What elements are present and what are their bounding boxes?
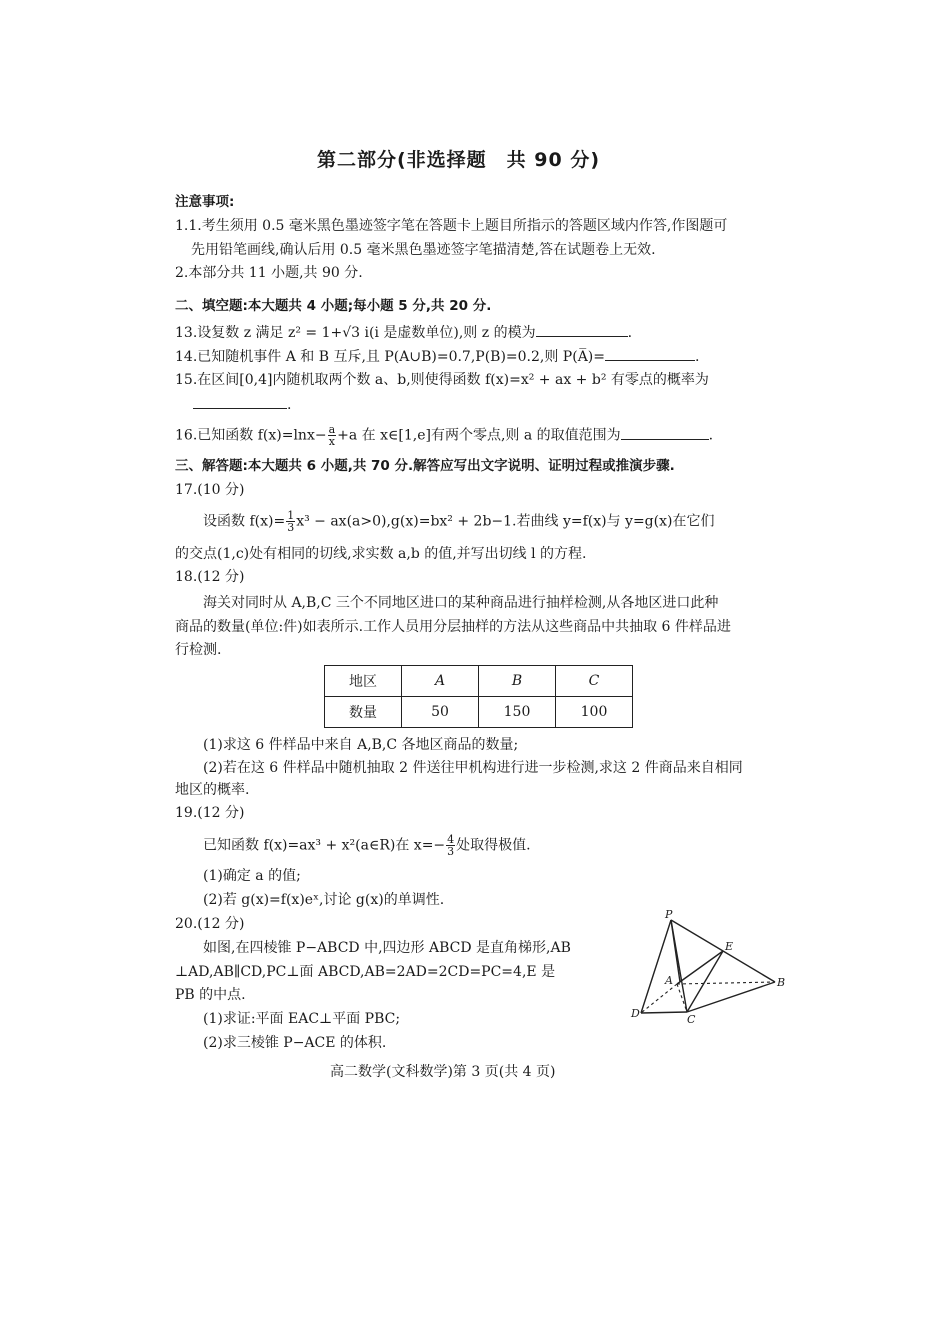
table-header-row — [325, 666, 633, 697]
hidden-edge-AB — [677, 982, 775, 984]
hidden-edge-AC — [677, 984, 687, 1012]
question-14 — [175, 346, 699, 367]
question-18-line-2: 商品的数量(单位:件)如表所示.工作人员用分层抽样的方法从这些商品中共抽取 6 件样品进 — [175, 619, 731, 635]
table-cell: 数量 — [325, 697, 402, 728]
question-19-part-1: (1)确定 a 的值; — [203, 868, 301, 884]
question-20-line-3: PB 的中点. — [175, 987, 246, 1003]
question-17-fraction-denominator: 3 — [287, 521, 295, 534]
question-19-part-2: (2)若 g(x)=f(x)eˣ,讨论 g(x)的单调性. — [203, 892, 445, 908]
question-17-line-1 — [203, 510, 714, 533]
table-cell: 50 — [402, 697, 479, 728]
question-19-text-a: 已知函数 f(x)=ax³ + x²(a∈R)在 x=− — [203, 837, 446, 854]
question-17-fraction — [286, 510, 295, 533]
question-18-line-1: 海关对同时从 A,B,C 三个不同地区进口的某种商品进行抽样检测,从各地区进口此种 — [203, 595, 719, 611]
section-fill-in-heading: 二、填空题:本大题共 4 小题;每小题 5 分,共 20 分. — [175, 298, 492, 314]
question-20-part-2: (2)求三棱锥 P−ACE 的体积. — [203, 1035, 387, 1051]
label-A: A — [665, 974, 673, 987]
edge-EA — [677, 951, 723, 984]
question-20-line-2: ⊥AD,AB∥CD,PC⊥面 ABCD,AB=2AD=2CD=PC=4,E 是 — [175, 964, 556, 980]
question-16-end: . — [708, 427, 714, 444]
edge-PA-near — [671, 920, 680, 982]
question-18-part-2-line-1: (2)若在这 6 件样品中随机抽取 2 件送往甲机构进行进一步检测,求这 2 件商品来自相同 — [203, 760, 743, 776]
question-19-line-1 — [203, 834, 531, 857]
edge-CB — [687, 982, 775, 1012]
question-16 — [175, 424, 713, 447]
label-P: P — [665, 910, 673, 921]
question-16-fraction-denominator: x — [328, 435, 335, 448]
question-18-part-1: (1)求这 6 件样品中来自 A,B,C 各地区商品的数量; — [203, 737, 519, 753]
question-15-line-1: 15.在区间[0,4]内随机取两个数 a、b,则使得函数 f(x)=x² + ax + b² 有零点的概率为 — [175, 372, 709, 388]
question-13 — [175, 322, 632, 343]
question-18-label: 18.(12 分) — [175, 569, 245, 585]
notes-item-1-line-1: 1.1.考生须用 0.5 毫米黑色墨迹签字笔在答题卡上题目所指示的答题区域内作答,作图题可 — [175, 218, 728, 234]
question-14-end: . — [695, 349, 700, 365]
edge-DC — [641, 1012, 687, 1013]
question-17-fraction-numerator: 1 — [287, 509, 295, 522]
edge-EC — [687, 951, 723, 1012]
question-16-text-a: 16.已知函数 f(x)=lnx− — [175, 427, 327, 444]
question-20-line-1: 如图,在四棱锥 P−ABCD 中,四边形 ABCD 是直角梯形,AB — [203, 940, 571, 956]
question-16-answer-blank[interactable] — [621, 425, 709, 440]
question-14-text: 14.已知随机事件 A 和 B 互斥,且 P(A∪B)=0.7,P(B)=0.2,则 P(A̅)= — [175, 349, 605, 365]
label-D: D — [631, 1007, 640, 1020]
question-16-text-b: +a 在 x∈[1,e]有两个零点,则 a 的取值范围为 — [337, 427, 621, 444]
question-17-line-2: 的交点(1,c)处有相同的切线,求实数 a,b 的值,并写出切线 l 的方程. — [175, 546, 587, 562]
table-header-cell: A — [402, 666, 479, 697]
label-C: C — [687, 1013, 696, 1025]
section-answer-heading: 三、解答题:本大题共 6 小题,共 70 分.解答应写出文字说明、证明过程或推演步骤. — [175, 458, 675, 474]
question-16-fraction — [328, 424, 337, 447]
notes-heading: 注意事项: — [175, 194, 235, 210]
question-15-line-2 — [193, 394, 291, 415]
question-18-line-3: 行检测. — [175, 642, 222, 658]
question-16-fraction-numerator: a — [328, 423, 336, 436]
question-13-text: 13.设复数 z 满足 z² = 1+√3 i(i 是虚数单位),则 z 的模为 — [175, 325, 536, 341]
question-20-part-1: (1)求证:平面 EAC⊥平面 PBC; — [203, 1011, 401, 1027]
edge-PD — [641, 920, 671, 1013]
question-19-fraction — [446, 834, 455, 857]
region-quantity-table — [324, 665, 633, 728]
question-19-text-b: 处取得极值. — [456, 837, 531, 854]
question-17-label: 17.(10 分) — [175, 482, 245, 498]
question-17-text-a: 设函数 f(x)= — [203, 513, 286, 530]
table-header-cell: C — [556, 666, 633, 697]
label-B: B — [777, 976, 786, 989]
notes-item-1-line-2: 先用铅笔画线,确认后用 0.5 毫米黑色墨迹签字笔描清楚,答在试题卷上无效. — [191, 242, 656, 258]
table-header-cell: B — [479, 666, 556, 697]
question-14-answer-blank[interactable] — [605, 346, 695, 361]
label-E: E — [725, 940, 734, 953]
question-20-label: 20.(12 分) — [175, 916, 245, 932]
question-19-fraction-numerator: 4 — [447, 833, 455, 846]
table-cell: 150 — [479, 697, 556, 728]
page-title: 第二部分(非选择题 共 90 分) — [317, 149, 601, 171]
table-cell: 100 — [556, 697, 633, 728]
question-17-text-b: x³ − ax(a>0),g(x)=bx² + 2b−1.若曲线 y=f(x)与 y=g(x)在它们 — [296, 513, 715, 530]
question-19-label: 19.(12 分) — [175, 805, 245, 821]
pyramid-figure — [625, 910, 795, 1025]
table-row — [325, 697, 633, 728]
notes-item-2: 2.本部分共 11 小题,共 90 分. — [175, 265, 363, 281]
question-15-end: . — [287, 397, 292, 413]
question-15-answer-blank[interactable] — [193, 394, 287, 409]
question-18-part-2-line-2: 地区的概率. — [175, 782, 250, 798]
table-header-cell: 地区 — [325, 666, 402, 697]
question-13-end: . — [627, 325, 633, 341]
question-13-answer-blank[interactable] — [536, 322, 628, 337]
page-footer: 高二数学(文科数学)第 3 页(共 4 页) — [330, 1064, 556, 1080]
question-19-fraction-denominator: 3 — [447, 845, 455, 858]
